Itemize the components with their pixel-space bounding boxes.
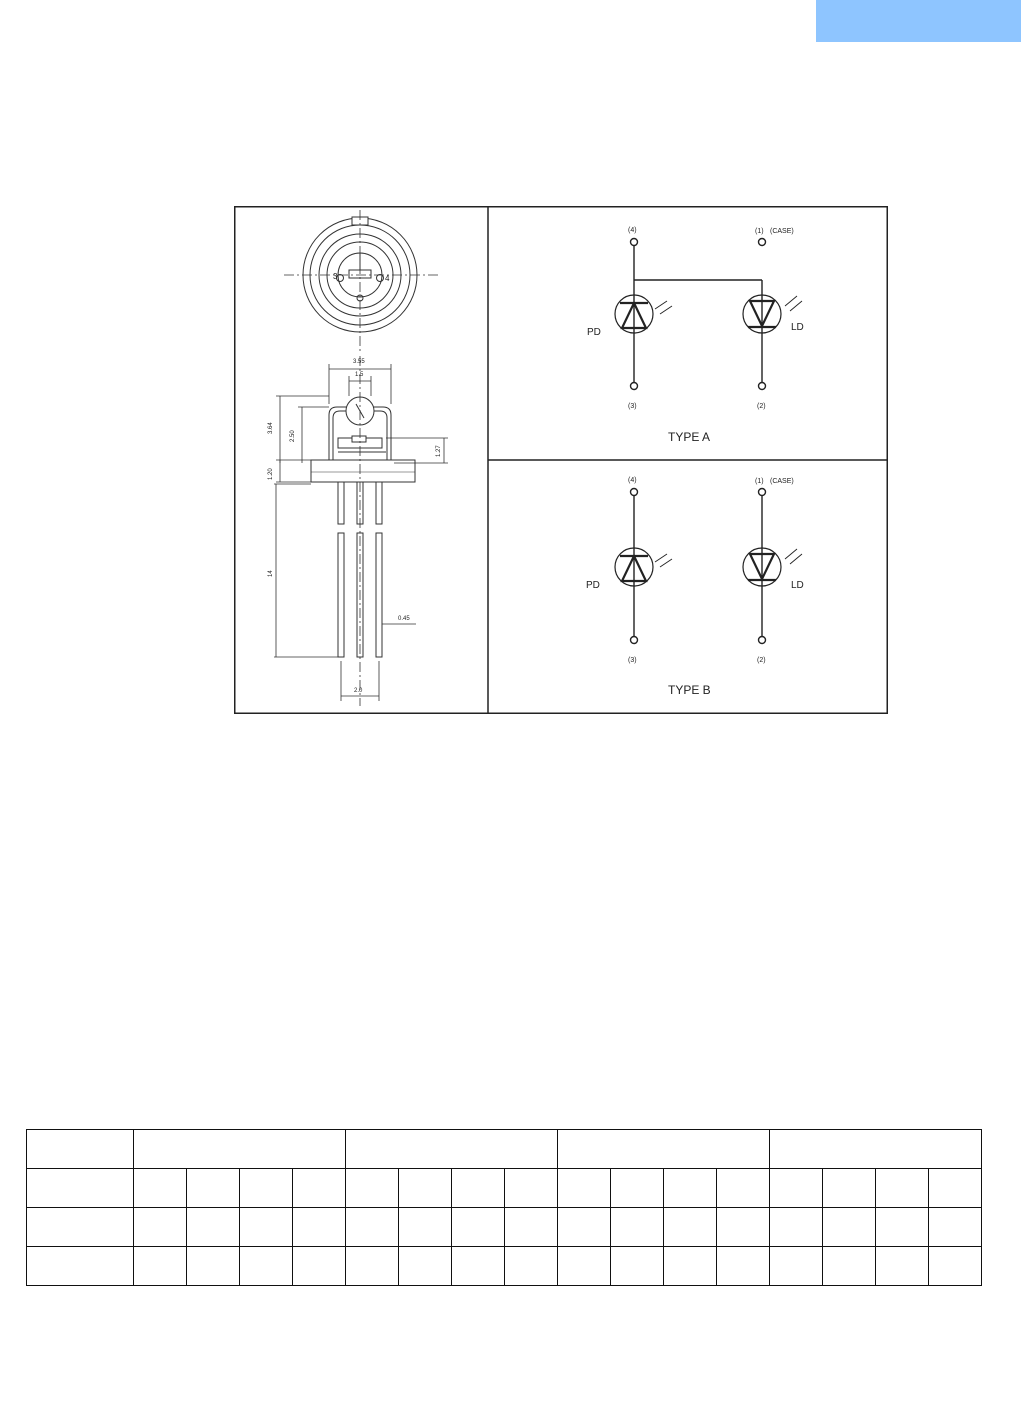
table-cell	[293, 1208, 346, 1247]
top-view	[284, 210, 439, 351]
type-a-pd-label: PD	[587, 327, 601, 338]
table-cell	[134, 1169, 187, 1208]
table-cell	[611, 1247, 664, 1286]
table-cell	[452, 1247, 505, 1286]
type-b-pin-bottom-right: (2)	[757, 657, 766, 664]
table-row-label	[27, 1169, 134, 1208]
type-a-title: TYPE A	[668, 430, 711, 444]
schematic-type-a	[615, 239, 802, 390]
package-figure	[234, 206, 888, 714]
table-row	[27, 1247, 982, 1286]
table-row-label	[27, 1208, 134, 1247]
table-cell	[187, 1247, 240, 1286]
table-cell	[611, 1208, 664, 1247]
table-cell	[664, 1247, 717, 1286]
type-a-pin-top-left: (4)	[628, 227, 637, 234]
table-group-header	[558, 1130, 770, 1169]
dim-cap-width: 3.55	[353, 359, 365, 365]
mechanical-drawing	[274, 210, 448, 706]
table-cell	[876, 1169, 929, 1208]
schematic-type-b	[615, 489, 802, 644]
table-cell	[770, 1169, 823, 1208]
table-cell	[823, 1247, 876, 1286]
pin-number-right: 4	[385, 274, 390, 283]
table-cell	[27, 1130, 134, 1169]
table-cell	[134, 1208, 187, 1247]
table-header-row	[27, 1130, 982, 1169]
table-cell	[929, 1169, 982, 1208]
table-cell	[293, 1247, 346, 1286]
type-a-case-label: (CASE)	[770, 228, 794, 235]
table-group-header	[346, 1130, 558, 1169]
table-cell	[240, 1247, 293, 1286]
table-row-label	[27, 1247, 134, 1286]
table-cell	[505, 1247, 558, 1286]
header-accent-bar	[816, 0, 1021, 42]
table-cell	[134, 1247, 187, 1286]
table-cell	[717, 1208, 770, 1247]
type-b-title: TYPE B	[668, 683, 711, 697]
table-cell	[717, 1169, 770, 1208]
table-cell	[452, 1169, 505, 1208]
dim-cap-height: 2.50	[290, 430, 296, 442]
spec-table	[26, 1129, 982, 1286]
type-a-pin-top-right: (1)	[755, 228, 764, 235]
table-cell	[929, 1247, 982, 1286]
type-b-pin-top-right: (1)	[755, 478, 764, 485]
type-b-pd-label: PD	[586, 580, 600, 591]
table-cell	[399, 1247, 452, 1286]
table-cell	[346, 1208, 399, 1247]
pin-number-left: 3	[333, 272, 338, 281]
table-cell	[187, 1169, 240, 1208]
type-b-pin-bottom-left: (3)	[628, 657, 637, 664]
dim-chip-height: 1.27	[436, 445, 442, 457]
table-cell	[823, 1208, 876, 1247]
table-cell	[452, 1208, 505, 1247]
type-a-ld-label: LD	[791, 322, 804, 333]
table-cell	[187, 1208, 240, 1247]
table-cell	[505, 1169, 558, 1208]
table-cell	[770, 1247, 823, 1286]
table-cell	[505, 1208, 558, 1247]
side-view	[311, 356, 415, 706]
table-cell	[558, 1169, 611, 1208]
table-cell	[664, 1169, 717, 1208]
table-cell	[346, 1247, 399, 1286]
table-group-header	[134, 1130, 346, 1169]
type-a-pin-bottom-right: (2)	[757, 403, 766, 410]
figure-svg	[234, 206, 888, 714]
table-cell	[823, 1169, 876, 1208]
table-cell	[558, 1247, 611, 1286]
table-cell	[770, 1208, 823, 1247]
table-row	[27, 1169, 982, 1208]
dim-lead-length: 14	[268, 570, 274, 577]
table-group-header	[770, 1130, 982, 1169]
type-b-case-label: (CASE)	[770, 478, 794, 485]
table-row	[27, 1208, 982, 1247]
table-cell	[240, 1208, 293, 1247]
dim-pin-pitch: 2.0	[354, 688, 363, 694]
type-a-pin-bottom-left: (3)	[628, 403, 637, 410]
dim-flange-thickness: 1.20	[268, 468, 274, 480]
table-cell	[558, 1208, 611, 1247]
table-cell	[346, 1169, 399, 1208]
table-cell	[664, 1208, 717, 1247]
table-cell	[399, 1169, 452, 1208]
table-cell	[717, 1247, 770, 1286]
table-cell	[293, 1169, 346, 1208]
type-b-ld-label: LD	[791, 580, 804, 591]
dim-total-height: 3.64	[268, 422, 274, 434]
table-cell	[929, 1208, 982, 1247]
table-cell	[240, 1169, 293, 1208]
table-cell	[876, 1247, 929, 1286]
dim-lead-diameter: 0.45	[398, 616, 410, 622]
dim-window-width: 1.5	[355, 372, 364, 378]
type-b-pin-top-left: (4)	[628, 477, 637, 484]
table-cell	[611, 1169, 664, 1208]
table-cell	[876, 1208, 929, 1247]
table-cell	[399, 1208, 452, 1247]
